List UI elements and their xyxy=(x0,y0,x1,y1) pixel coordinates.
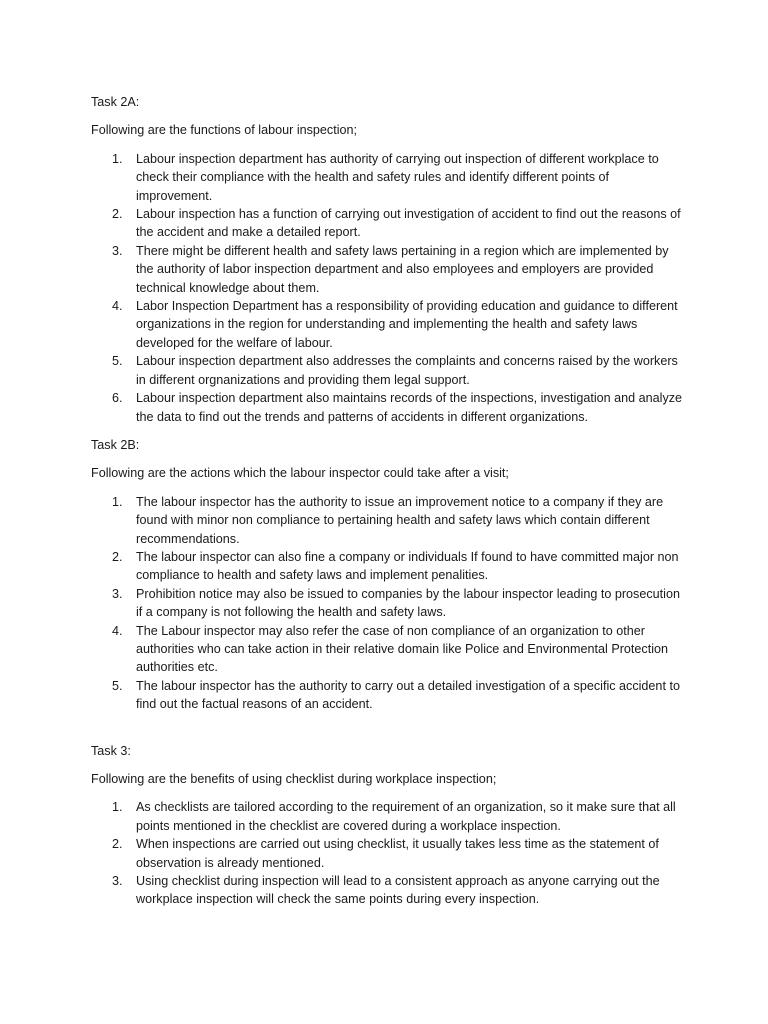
list-item-text: Labour inspection department also maintains records of the inspections, investigation and analyze the data to find out the trends and patterns of accidents in different organizations. xyxy=(136,391,683,424)
list-item-text: Using checklist during inspection will lead to a consistent approach as anyone carrying out the workplace inspection will check the same points during every inspection. xyxy=(136,874,660,907)
section-heading: Task 3: xyxy=(91,743,131,758)
list-item-text: Labour inspection department has authority of carrying out inspection of different workplace to check their compliance with the health and safety rules and identify different points of improvement. xyxy=(136,151,659,203)
list-item xyxy=(91,242,688,297)
list-item-text: Prohibition notice may also be issued to companies by the labour inspector leading to prosecution if a company is not following the health and safety laws. xyxy=(136,586,680,620)
list-item xyxy=(91,585,688,622)
list-item xyxy=(91,798,688,835)
section-task-2a xyxy=(91,93,688,426)
list-number: 6. xyxy=(112,391,123,406)
list-item xyxy=(91,548,688,585)
list-item xyxy=(91,677,688,714)
list-item-text: The labour inspector can also fine a company or individuals If found to have committed major non compliance to health and safety laws and implement penalities. xyxy=(136,549,679,583)
list-number: 4. xyxy=(112,623,123,638)
list-number: 2. xyxy=(112,549,123,564)
list-number: 3. xyxy=(112,243,123,258)
list-number: 4. xyxy=(112,299,123,314)
list-item-text: When inspections are carried out using checklist, it usually takes less time as the statement of observation is already mentioned. xyxy=(136,837,659,870)
numbered-list xyxy=(91,150,688,426)
list-number: 2. xyxy=(112,837,123,852)
list-number: 2. xyxy=(112,207,123,222)
list-item-text: There might be different health and safety laws pertaining in a region which are implemented by the authority of labor inspection department and also employees and employers are provided technical knowledge about them. xyxy=(136,243,669,295)
list-number: 3. xyxy=(112,874,123,889)
list-item xyxy=(91,835,688,872)
section-task-3 xyxy=(91,742,688,909)
list-item xyxy=(91,205,688,242)
list-number: 1. xyxy=(112,494,123,509)
list-item-text: The Labour inspector may also refer the case of non compliance of an organization to other authorities who can take action in their relative domain like Police and Environmental Protection authorities etc. xyxy=(136,623,669,675)
section-intro: Following are the actions which the labour inspector could take after a visit; xyxy=(91,466,509,481)
list-number: 1. xyxy=(112,151,123,166)
blank-line xyxy=(91,724,688,742)
section-task-2b xyxy=(91,436,688,714)
section-intro: Following are the functions of labour inspection; xyxy=(91,123,358,138)
list-item-text: Labour inspection department also addresses the complaints and concerns raised by the workers in different orgnanizations and providing them legal support. xyxy=(136,354,678,387)
list-item-text: The labour inspector has the authority to carry out a detailed investigation of a specific accident to find out the factual reasons of an accident. xyxy=(136,678,680,712)
list-item-text: As checklists are tailored according to the requirement of an organization, so it make sure that all points mentioned in the checklist are covered during a workplace inspection. xyxy=(136,800,676,833)
list-item-text: Labor Inspection Department has a responsibility of providing education and guidance to different organizations in the region for understanding and implementing the health and safety laws developed for the welfare of labour. xyxy=(136,299,678,350)
list-item-text: Labour inspection has a function of carrying out investigation of accident to find out the reasons of the accident and make a detailed report. xyxy=(136,207,681,240)
list-item xyxy=(91,352,688,389)
list-item xyxy=(91,297,688,352)
list-item xyxy=(91,872,688,909)
list-item-text: The labour inspector has the authority to issue an improvement notice to a company if they are found with minor non compliance to pertaining health and safety laws which contain different recommendations. xyxy=(136,494,664,546)
list-item xyxy=(91,622,688,677)
list-number: 5. xyxy=(112,678,123,693)
list-number: 1. xyxy=(112,800,123,815)
list-number: 5. xyxy=(112,354,123,369)
section-intro: Following are the benefits of using checklist during workplace inspection; xyxy=(91,772,497,786)
list-number: 3. xyxy=(112,586,123,601)
list-item xyxy=(91,493,688,548)
numbered-list xyxy=(91,493,688,714)
list-item xyxy=(91,389,688,426)
numbered-list xyxy=(91,798,688,908)
section-heading: Task 2B: xyxy=(91,437,140,452)
section-heading: Task 2A: xyxy=(91,95,140,109)
list-item xyxy=(91,150,688,205)
